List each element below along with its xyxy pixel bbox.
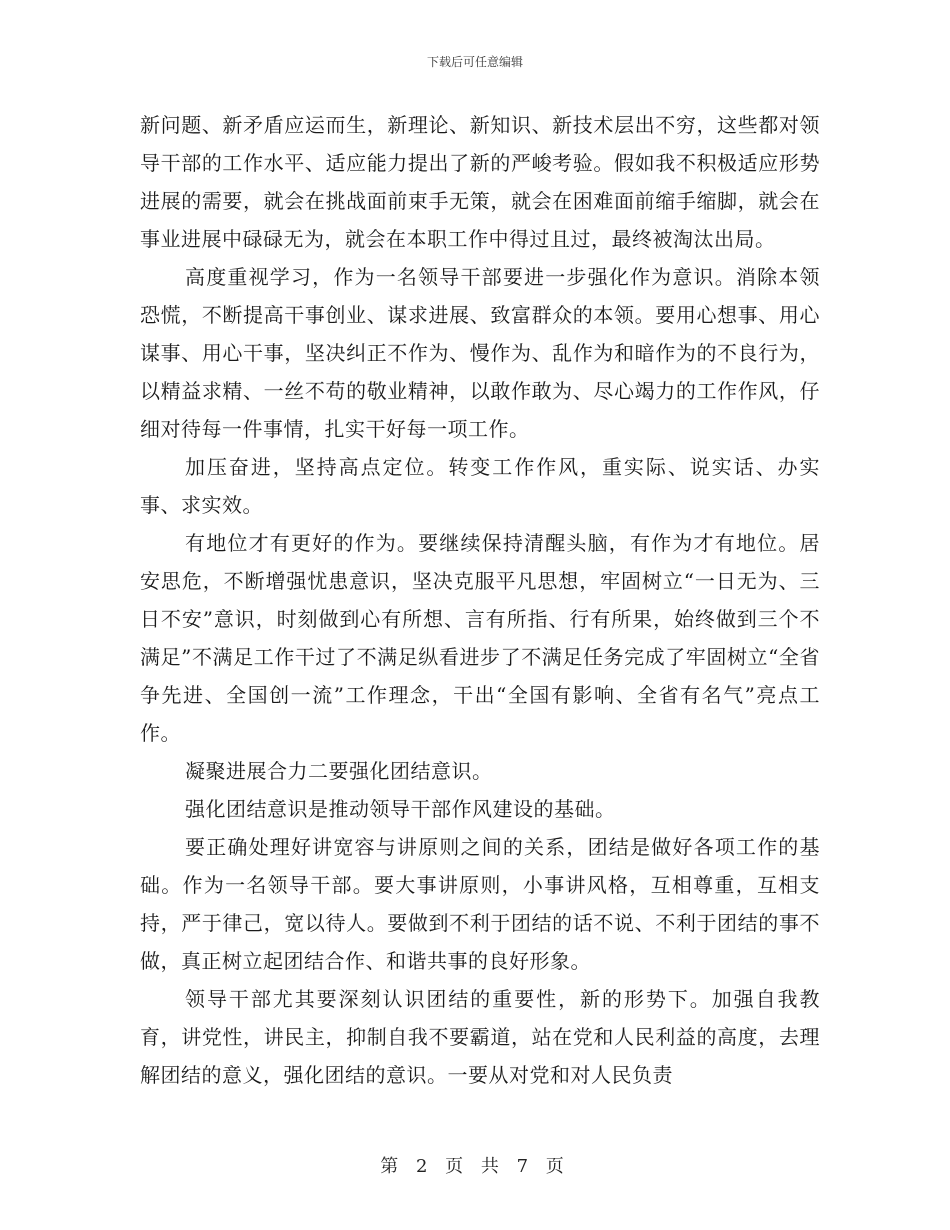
paragraph-3: 加压奋进，坚持高点定位。转变工作作风，重实际、说实话、办实事、求实效。 — [140, 455, 820, 517]
page-number: 第 2 页 共 7 页 — [380, 1156, 570, 1177]
page-header: 下载后可任意编辑 — [426, 55, 523, 69]
paragraph-6: 强化团结意识是推动领导干部作风建设的基础。 — [185, 797, 616, 821]
paragraph-1: 新问题、新矛盾应运而生，新理论、新知识、新技术层出不穷，这些都对领导干部的工作水平、适应能力提出了新的严峻考验。假如我不积极适应形势进展的需要，就会在挑战面前束手无策，就会在困难面前缩手缩脚，就会在事业进展中碌碌无为，就会在本职工作中得过且过，最终被淘汰出局。 — [140, 113, 820, 251]
paragraph-2: 高度重视学习，作为一名领导干部要进一步强化作为意识。消除本领恐慌，不断提高干事创业、谋求进展、致富群众的本领。要用心想事、用心谋事、用心干事，坚决纠正不作为、慢作为、乱作为和暗作为的不良行为，以精益求精、一丝不苟的敬业精神，以敢作敢为、尽心竭力的工作作风，仔细对待每一件事情，扎实干好每一项工作。 — [140, 265, 820, 441]
paragraph-8: 领导干部尤其要深刻认识团结的重要性，新的形势下。加强自我教育，讲党性，讲民主，抑制自我不要霸道，站在党和人民利益的高度，去理解团结的意义，强化团结的意识。一要从对党和对人民负责 — [140, 987, 820, 1087]
paragraph-7: 要正确处理好讲宽容与讲原则之间的关系，团结是做好各项工作的基础。作为一名领导干部。要大事讲原则，小事讲风格，互相尊重，互相支持，严于律己，宽以待人。要做到不利于团结的话不说、不利于团结的事不做，真正树立起团结合作、和谐共事的良好形象。 — [140, 835, 820, 973]
document-body — [140, 106, 820, 1094]
paragraph-4: 有地位才有更好的作为。要继续保持清醒头脑，有作为才有地位。居安思危，不断增强忧患意识，坚决克服平凡思想，牢固树立“一日无为、三日不安”意识，时刻做到心有所想、言有所指、行有所果，始终做到三个不满足”不满足工作干过了不满足纵看进步了不满足任务完成了牢固树立“全省争先进、全国创一流”工作理念，干出“全国有影响、全省有名气”亮点工作。 — [140, 531, 820, 745]
paragraph-5: 凝聚进展合力二要强化团结意识。 — [185, 759, 493, 783]
